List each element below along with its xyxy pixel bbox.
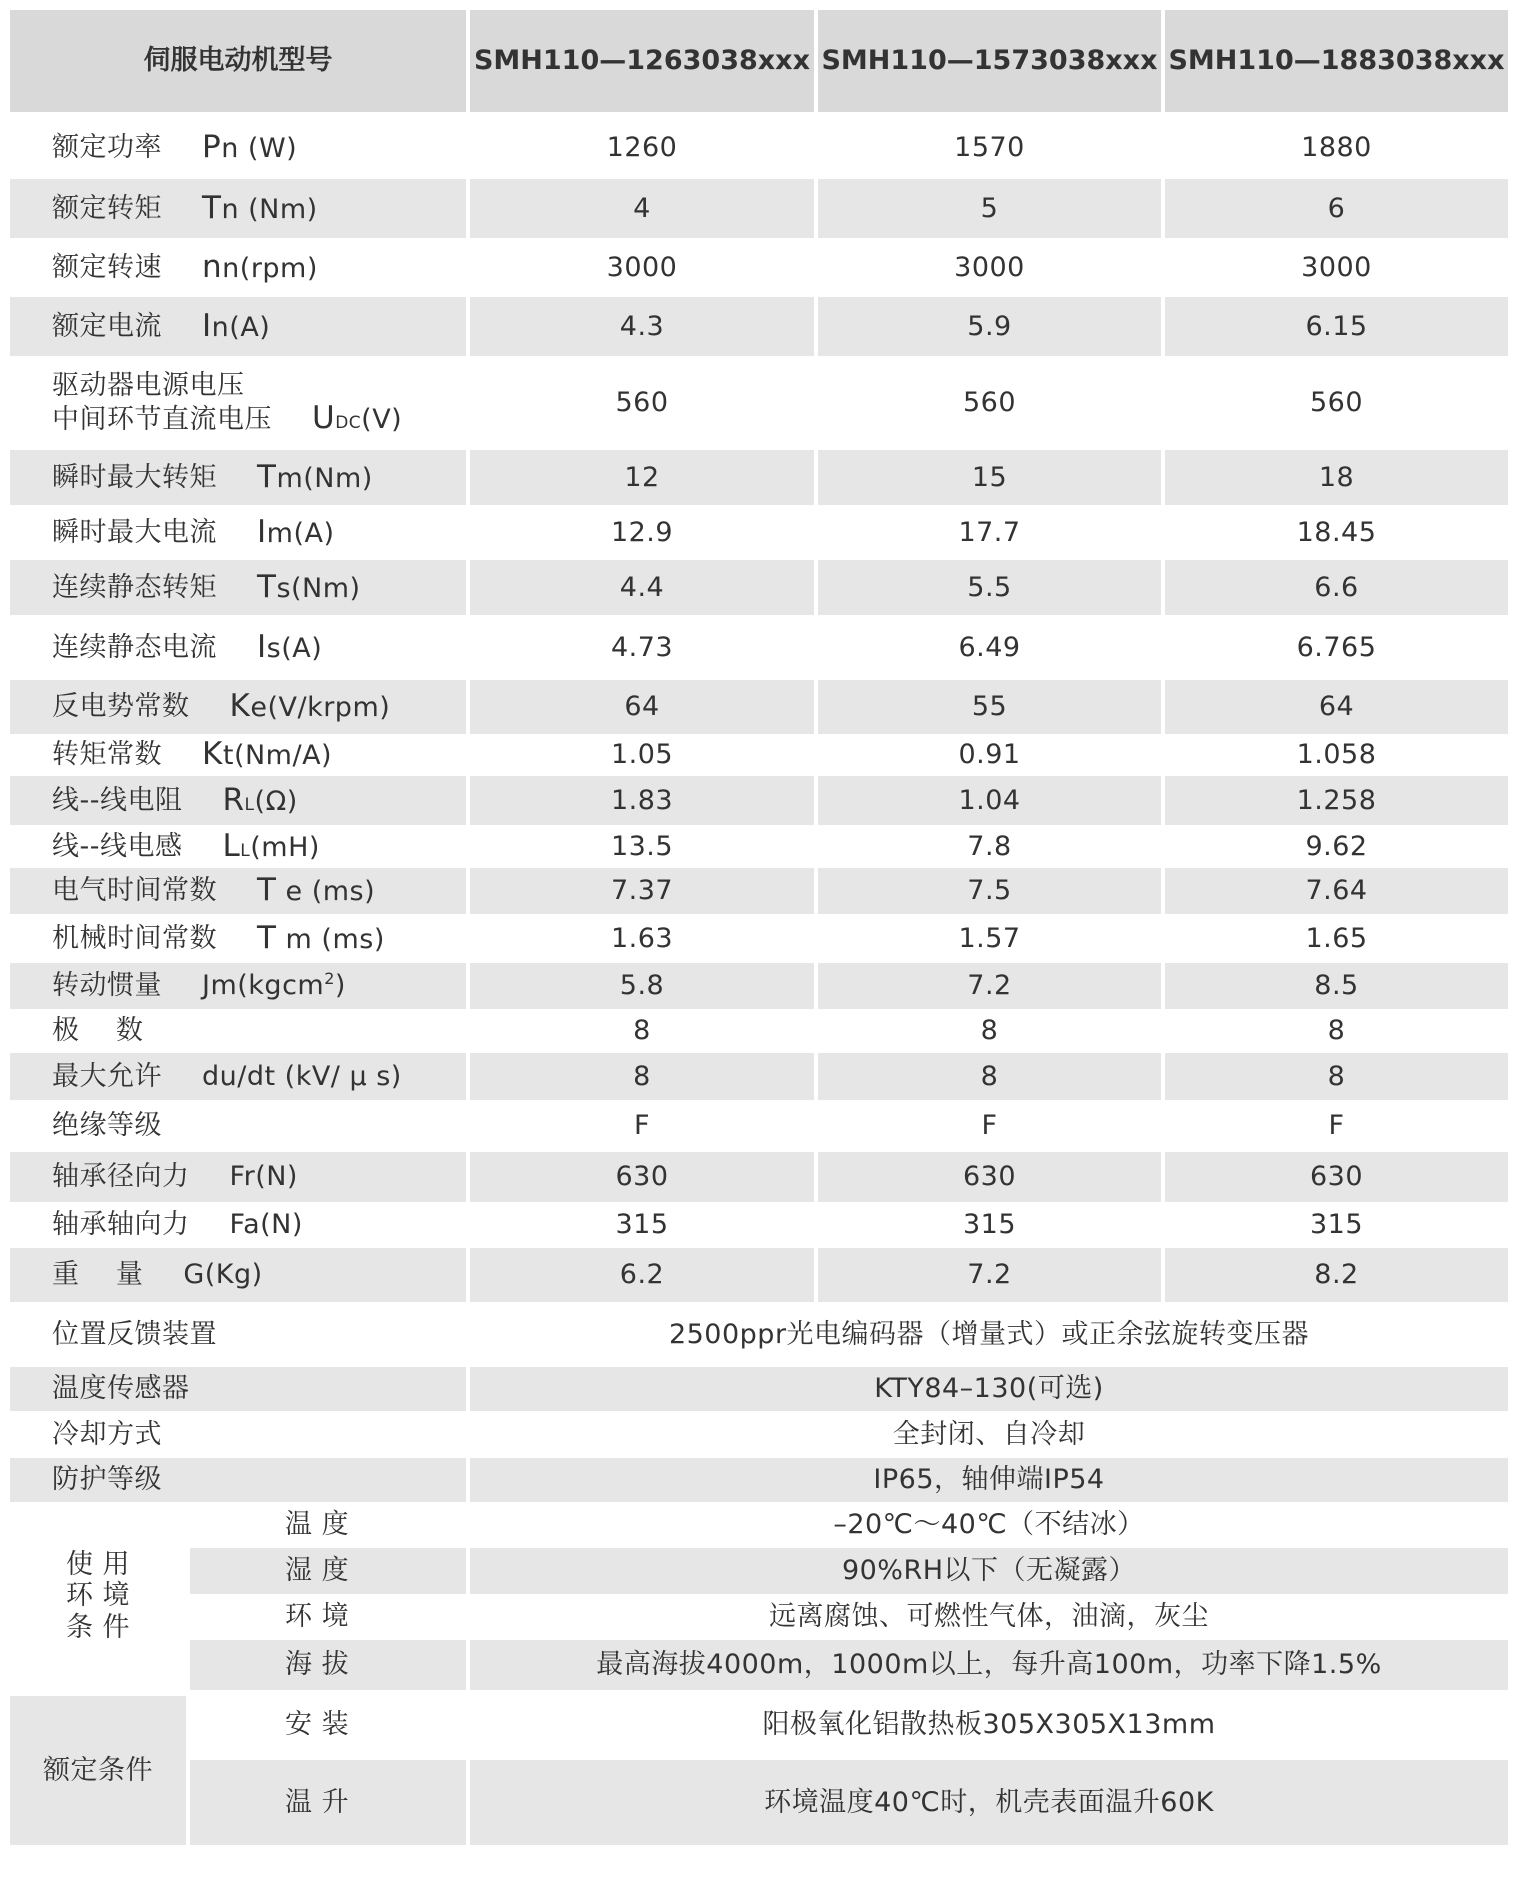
header-model-2: SMH110—1573038xxx bbox=[818, 10, 1161, 116]
row-value: 64 bbox=[1165, 680, 1508, 734]
header-model-1: SMH110—1263038xxx bbox=[470, 10, 814, 116]
environment-item-value: 90%RH以下（无凝露） bbox=[470, 1548, 1508, 1594]
rated-item-value: 环境温度40℃时，机壳表面温升60K bbox=[470, 1760, 1508, 1845]
row-value: 315 bbox=[962, 1209, 1017, 1241]
row-value: 4 bbox=[470, 179, 814, 238]
row-value: 630 bbox=[470, 1152, 814, 1202]
row-label: 瞬时最大电流 Im(A) bbox=[52, 513, 335, 550]
row-label: 轴承轴向力 Fa(N) bbox=[52, 1209, 303, 1241]
row-value: 5.8 bbox=[470, 963, 814, 1009]
row-value: 1880 bbox=[1301, 131, 1372, 163]
span-label: 位置反馈装置 bbox=[52, 1318, 217, 1350]
row-label: 瞬时最大转矩 Tm(Nm) bbox=[10, 450, 466, 505]
span-value: 全封闭、自冷却 bbox=[892, 1418, 1086, 1450]
row-value: 6 bbox=[1165, 179, 1508, 238]
row-label: 线--线电阻 RL(Ω) bbox=[10, 776, 466, 825]
rated-item-value: 阳极氧化铝散热板305X305X13mm bbox=[762, 1709, 1216, 1741]
span-value: 2500ppr光电编码器（增量式）或正余弦旋转变压器 bbox=[668, 1318, 1310, 1350]
row-label: 驱动器电源电压 中间环节直流电压 UDC(V) bbox=[52, 369, 403, 436]
row-value: 8.5 bbox=[1165, 963, 1508, 1009]
row-value: 13.5 bbox=[610, 830, 674, 862]
row-label: 极 数 bbox=[52, 1015, 144, 1047]
row-label: 绝缘等级 bbox=[52, 1110, 162, 1142]
environment-item-label: 海 拔 bbox=[190, 1640, 466, 1690]
row-value: 55 bbox=[818, 680, 1161, 734]
motor-spec-table bbox=[10, 10, 1505, 1845]
environment-item-label: 环 境 bbox=[285, 1601, 350, 1633]
rated-item-label: 温 升 bbox=[190, 1760, 466, 1845]
row-value: 6.2 bbox=[470, 1248, 814, 1302]
row-value: 1.04 bbox=[818, 776, 1161, 825]
row-value: 3000 bbox=[1301, 251, 1372, 283]
row-value: 560 bbox=[962, 387, 1017, 419]
row-label: 机械时间常数 T m (ms) bbox=[52, 919, 385, 956]
span-value: KTY84–130(可选) bbox=[470, 1367, 1508, 1411]
row-value: 9.62 bbox=[1305, 830, 1368, 862]
row-label: 额定功率 Pn (W) bbox=[52, 128, 298, 165]
row-label: 最大允许 du/dt (kV/ μ s) bbox=[10, 1053, 466, 1100]
row-value: 18 bbox=[1165, 450, 1508, 505]
row-value: 630 bbox=[818, 1152, 1161, 1202]
span-label: 冷却方式 bbox=[52, 1418, 162, 1450]
row-value: 15 bbox=[818, 450, 1161, 505]
row-value: 5.5 bbox=[818, 560, 1161, 615]
row-value: 8 bbox=[818, 1053, 1161, 1100]
row-value: 12.9 bbox=[610, 516, 674, 548]
row-value: 7.64 bbox=[1165, 868, 1508, 914]
row-label: 轴承径向力 Fr(N) bbox=[10, 1152, 466, 1202]
row-value: 8 bbox=[980, 1015, 999, 1047]
row-label: 反电势常数 Ke(V/krpm) bbox=[10, 680, 466, 734]
row-label: 连续静态电流 Is(A) bbox=[52, 628, 323, 665]
row-value: 7.2 bbox=[818, 963, 1161, 1009]
row-value: 1.05 bbox=[610, 739, 674, 771]
row-label: 连续静态转矩 Ts(Nm) bbox=[10, 560, 466, 615]
row-label: 电气时间常数 T e (ms) bbox=[10, 868, 466, 914]
row-value: 315 bbox=[1309, 1209, 1364, 1241]
row-value: 5 bbox=[818, 179, 1161, 238]
row-label: 转动惯量 Jm(kgcm$^2$) bbox=[10, 963, 466, 1009]
row-value: F bbox=[981, 1110, 998, 1142]
row-value: F bbox=[1328, 1110, 1345, 1142]
row-label: 额定电流 In(A) bbox=[10, 297, 466, 356]
row-value: 8 bbox=[470, 1053, 814, 1100]
row-value: 4.3 bbox=[470, 297, 814, 356]
span-value: IP65，轴伸端IP54 bbox=[470, 1458, 1508, 1502]
environment-item-label: 温 度 bbox=[285, 1509, 350, 1541]
span-label: 防护等级 bbox=[10, 1458, 466, 1502]
row-value: 12 bbox=[470, 450, 814, 505]
row-label: 额定转速 nn(rpm) bbox=[52, 248, 318, 285]
row-value: 64 bbox=[470, 680, 814, 734]
row-value: 6.49 bbox=[958, 631, 1021, 663]
row-value: 7.5 bbox=[818, 868, 1161, 914]
row-value: 6.6 bbox=[1165, 560, 1508, 615]
row-value: 8.2 bbox=[1165, 1248, 1508, 1302]
environment-item-value: 最高海拔4000m，1000m以上，每升高100m，功率下降1.5% bbox=[470, 1640, 1508, 1690]
row-value: 17.7 bbox=[958, 516, 1021, 548]
row-value: 630 bbox=[1165, 1152, 1508, 1202]
row-value: 7.37 bbox=[470, 868, 814, 914]
environment-item-label: 湿 度 bbox=[190, 1548, 466, 1594]
row-label: 额定转矩 Tn (Nm) bbox=[10, 179, 466, 238]
row-value: 1260 bbox=[606, 131, 678, 163]
row-value: 8 bbox=[633, 1015, 651, 1047]
row-value: 4.73 bbox=[610, 631, 674, 663]
row-value: 1570 bbox=[954, 131, 1025, 163]
row-value: 5.9 bbox=[818, 297, 1161, 356]
row-label: 转矩常数 Kt(Nm/A) bbox=[52, 736, 333, 773]
row-value: 8 bbox=[1165, 1053, 1508, 1100]
rated-item-label: 安 装 bbox=[285, 1709, 350, 1741]
row-value: 7.8 bbox=[967, 830, 1012, 862]
span-label: 温度传感器 bbox=[10, 1367, 466, 1411]
row-label: 重 量 G(Kg) bbox=[10, 1248, 466, 1302]
row-value: 6.765 bbox=[1296, 631, 1377, 663]
row-label: 线--线电感 LL(mH) bbox=[52, 827, 320, 864]
environment-item-value: –20℃～40℃（不结冰） bbox=[833, 1509, 1145, 1541]
row-value: 7.2 bbox=[818, 1248, 1161, 1302]
row-value: 560 bbox=[615, 387, 669, 419]
environment-group-label: 使 用 环 境 条 件 bbox=[65, 1549, 131, 1643]
row-value: 8 bbox=[1327, 1015, 1346, 1047]
row-value: 560 bbox=[1309, 387, 1364, 419]
row-value: 18.45 bbox=[1296, 516, 1377, 548]
row-value: 1.058 bbox=[1296, 739, 1377, 771]
environment-item-value: 远离腐蚀、可燃性气体，油滴，灰尘 bbox=[769, 1601, 1209, 1633]
row-value: 1.258 bbox=[1165, 776, 1508, 825]
row-value: 0.91 bbox=[958, 739, 1021, 771]
rated-conditions-label: 额定条件 bbox=[10, 1696, 186, 1845]
row-value: 1.63 bbox=[610, 922, 674, 954]
row-value: 3000 bbox=[954, 251, 1025, 283]
row-value: 6.15 bbox=[1165, 297, 1508, 356]
row-value: 1.65 bbox=[1305, 922, 1368, 954]
row-value: 1.83 bbox=[470, 776, 814, 825]
header-model-3: SMH110—1883038xxx bbox=[1165, 10, 1508, 116]
row-value: 3000 bbox=[606, 251, 678, 283]
header-label: 伺服电动机型号 bbox=[10, 10, 466, 116]
row-value: 315 bbox=[615, 1209, 669, 1241]
row-value: F bbox=[633, 1110, 651, 1142]
row-value: 4.4 bbox=[470, 560, 814, 615]
row-value: 1.57 bbox=[958, 922, 1021, 954]
